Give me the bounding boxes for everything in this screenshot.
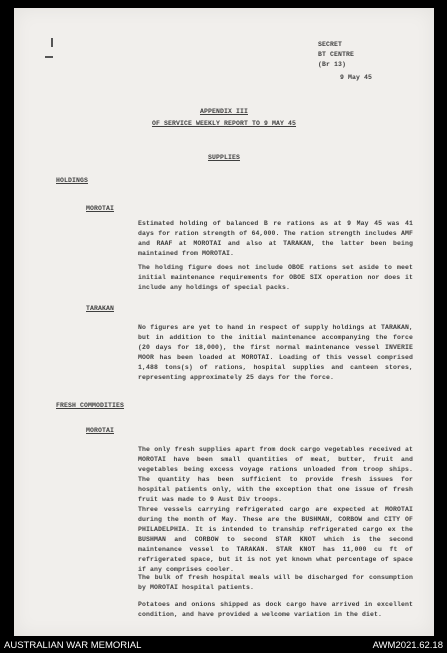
margin-mark bbox=[45, 56, 53, 58]
document-date: 9 May 45 bbox=[340, 74, 373, 81]
morotai-label: MOROTAI bbox=[86, 427, 115, 434]
morotai-label: MOROTAI bbox=[86, 205, 115, 212]
classification-line-2: BT CENTRE bbox=[318, 51, 355, 58]
archive-name: AUSTRALIAN WAR MEMORIAL bbox=[4, 640, 142, 651]
holdings-morotai-paragraph-1: Estimated holding of balanced B re rations as at 9 May 45 was 41 days for ration strength of 64,000. The ration strength includes AMF and RAAF at MOROTAI and also at TARAKAN, the latter been being maintained from MOROTAI. bbox=[138, 220, 413, 257]
report-heading: OF SERVICE WEEKLY REPORT TO 9 MAY 45 bbox=[151, 120, 297, 127]
holdings-tarakan-paragraph: No figures are yet to hand in respect of supply holdings at TARAKAN, but in addition to the initial maintenance accompanying the force (20 days for 18,000), the first normal maintenance vessel INVERIE MOOR has been loaded at MOROTAI. Loading of this vessel comprised 1,488 tons(s) of rations, hospital supplies and canteen stores, representing approximately 25 days for the force. bbox=[138, 324, 413, 381]
fresh-morotai-paragraph-4: Potatoes and onions shipped as dock cargo have arrived in excellent condition, and have provided a welcome variation in the diet. bbox=[138, 601, 413, 618]
section-title: SUPPLIES bbox=[207, 154, 240, 161]
classification-line-1: SECRET bbox=[318, 41, 343, 48]
margin-mark bbox=[51, 38, 53, 47]
classification-line-3: (Br 13) bbox=[318, 61, 347, 68]
fresh-morotai-paragraph-1: The only fresh supplies apart from dock cargo vegetables received at MOROTAI have been small quantities of meat, butter, fruit and vegetables being excess voyage rations unloaded from troop ships. The quantity has been sufficient to provide fresh issues for hospital patients only, with the exception that one issue of fresh fruit was made to 9 Aust Div troops. bbox=[138, 446, 413, 503]
holdings-morotai-paragraph-2: The holding figure does not include OBOE rations set aside to meet initial maintenance requirements for OBOE SIX operation nor does it include any holdings of special packs. bbox=[138, 264, 413, 291]
appendix-heading: APPENDIX III bbox=[199, 108, 248, 115]
archive-reference: AWM2021.62.18 bbox=[372, 640, 443, 651]
fresh-commodities-heading: FRESH COMMODITIES bbox=[56, 402, 125, 409]
fresh-morotai-paragraph-3: The bulk of fresh hospital meals will be discharged for consumption by MOROTAI hospital patients. bbox=[138, 574, 413, 591]
holdings-heading: HOLDINGS bbox=[56, 177, 89, 184]
fresh-morotai-paragraph-2: Three vessels carrying refrigerated cargo are expected at MOROTAI during the month of May. These are the BUSHMAN, CORBOW and CITY OF PHILADELPHIA. It is intended to tranship refrigerated cargo ex the BUSHMAN and CORBOW to second STAR KNOT which is the second maintenance vessel to TARAKAN. STAR KNOT has 11,000 cu ft of refrigerated space, but it is not yet known what percentage of space if any comprises cooler. bbox=[138, 506, 413, 573]
tarakan-label: TARAKAN bbox=[86, 305, 115, 312]
document-page bbox=[14, 8, 434, 636]
archive-footer bbox=[0, 638, 447, 653]
